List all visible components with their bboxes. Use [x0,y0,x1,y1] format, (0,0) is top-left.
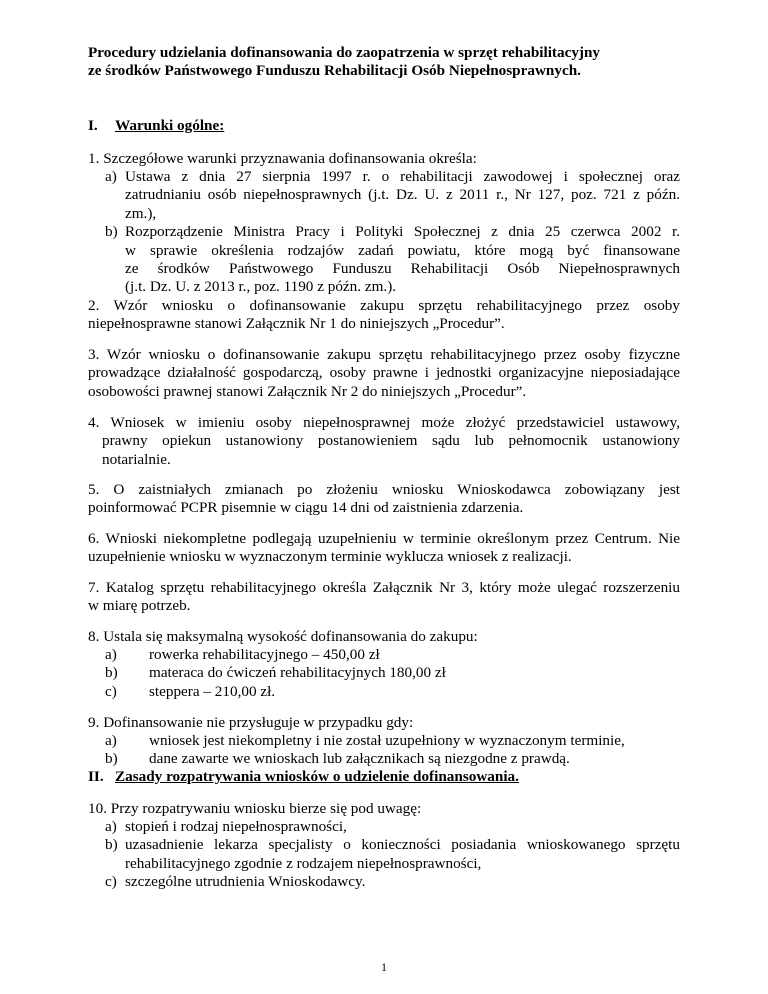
item-label: a) [105,818,117,835]
item-line: Ustawa z dnia 27 sierpnia 1997 r. o rehabilitacji zawodowej i społecznej oraz [125,168,680,185]
page-number: 1 [381,960,387,974]
list-item [105,732,680,750]
paragraph-line: 5. O zaistniałych zmianach po złożeniu wniosku Wnioskodawca zobowiązany jest [88,481,680,498]
title-line: Procedury udzielania dofinansowania do zaopatrzenia w sprzęt rehabilitacyjny [88,44,601,61]
list-item [105,836,680,873]
list-item [105,750,680,768]
paragraph-6 [88,530,680,567]
paragraph-line: poinformować PCPR pisemnie w ciągu 14 dni od zaistnienia zdarzenia. [88,499,524,517]
list-item [105,646,680,664]
paragraph-line: notarialnie. [102,450,171,468]
item-label: b) [105,664,118,682]
paragraph-5 [88,481,680,518]
item-line: stopień i rodzaj niepełnosprawności, [125,818,347,835]
paragraph-line: prawny opiekun ustanowiony postanowieniem sądu lub pełnomocnik ustanowiony [102,432,680,450]
paragraph-1-list [105,168,680,297]
paragraph-line: 4. Wniosek w imieniu osoby niepełnosprawnej może złożyć przedstawiciel ustawowy, [88,414,680,431]
item-label: a) [105,168,117,185]
paragraph-8-list [105,646,680,701]
list-item [105,664,680,682]
paragraph-8 [88,628,680,646]
paragraph-intro: 8. Ustala się maksymalną wysokość dofinansowania do zakupu: [88,628,478,645]
paragraph-line: prowadzące działalność gospodarczą, osoby prawne i jednostki organizacyjne nieposiadające [88,364,680,382]
paragraph-line: niepełnosprawne stanowi Załącznik Nr 1 do niniejszych „Procedur”. [88,315,505,333]
section-title: Warunki ogólne: [115,117,225,134]
paragraph-intro: 10. Przy rozpatrywaniu wniosku bierze się pod uwagę: [88,800,422,817]
paragraph-line: 3. Wzór wniosku o dofinansowanie zakupu sprzętu rehabilitacyjnego przez osoby fizyczne [88,346,680,363]
document-title [88,44,688,81]
item-label: b) [105,750,118,768]
list-item [105,168,680,223]
paragraph-7 [88,579,680,616]
list-item [105,818,680,836]
paragraph-2 [88,297,680,334]
section-title: Zasady rozpatrywania wniosków o udzielenie dofinansowania. [115,768,519,785]
item-label: c) [105,873,117,891]
paragraph-1 [88,150,680,168]
item-label: c) [105,682,117,700]
paragraph-9 [88,714,680,732]
paragraph-10 [88,800,680,818]
paragraph-line: osobowości prawnej stanowi Załącznik Nr 2 do niniejszych „Procedur”. [88,382,527,400]
item-line: w sprawie określenia rodzajów zadań powiatu, które mogą być finansowane [125,241,680,259]
list-item [105,223,680,297]
list-item [105,873,680,891]
paragraph-line: 7. Katalog sprzętu rehabilitacyjnego określa Załącznik Nr 3, który może ulegać rozszerzeniu [88,579,680,596]
item-text: wniosek jest niekompletny i nie został uzupełniony w wyznaczonym terminie, [149,732,625,749]
item-line: ze środków Państwowego Funduszu Rehabilitacji Osób Niepełnosprawnych [125,260,680,278]
paragraph-line: uzupełnienie wniosku w wyznaczonym terminie wyklucza wniosek z realizacji. [88,548,572,566]
item-text: steppera – 210,00 zł. [149,682,276,700]
paragraph-line: 2. Wzór wniosku o dofinansowanie zakupu sprzętu rehabilitacyjnego przez osoby [88,297,680,314]
item-line: zatrudnianiu osób niepełnosprawnych (j.t. Dz. U. z 2011 r., Nr 127, poz. 721 z późn. [125,186,680,204]
item-label: a) [105,732,117,749]
item-text: dane zawarte we wnioskach lub załącznikach są niezgodne z prawdą. [149,750,570,768]
section-heading-1 [88,117,688,135]
item-line: zm.), [125,204,157,222]
paragraph-9-list [105,732,680,769]
section-number: II. [88,768,104,785]
item-label: a) [105,646,117,663]
item-label: b) [105,223,118,241]
item-text: materaca do ćwiczeń rehabilitacyjnych 180,00 zł [149,664,446,682]
item-line: rehabilitacyjnego zgodnie z rodzajem niepełnosprawności, [125,854,482,872]
paragraph-intro: 9. Dofinansowanie nie przysługuje w przypadku gdy: [88,714,414,731]
title-line: ze środków Państwowego Funduszu Rehabilitacji Osób Niepełnosprawnych. [88,62,581,80]
item-line: (j.t. Dz. U. z 2013 r., poz. 1190 z późn. zm.). [125,278,397,296]
paragraph-line: w miarę potrzeb. [88,597,191,615]
paragraph-3 [88,346,680,401]
paragraph-intro: 1. Szczegółowe warunki przyznawania dofinansowania określa: [88,150,477,167]
section-heading-2 [88,768,688,786]
item-label: b) [105,836,118,854]
item-line: Rozporządzenie Ministra Pracy i Polityki Społecznej z dnia 25 czerwca 2002 r. [125,223,680,241]
section-number: I. [88,117,98,134]
item-line: szczególne utrudnienia Wnioskodawcy. [125,873,366,891]
paragraph-4 [88,414,680,469]
paragraph-10-list [105,818,680,892]
item-line: uzasadnienie lekarza specjalisty o konieczności posiadania wnioskowanego sprzętu [125,836,680,854]
item-text: rowerka rehabilitacyjnego – 450,00 zł [149,646,380,663]
list-item [105,683,680,701]
paragraph-line: 6. Wnioski niekompletne podlegają uzupełnieniu w terminie określonym przez Centrum. Nie [88,530,680,547]
